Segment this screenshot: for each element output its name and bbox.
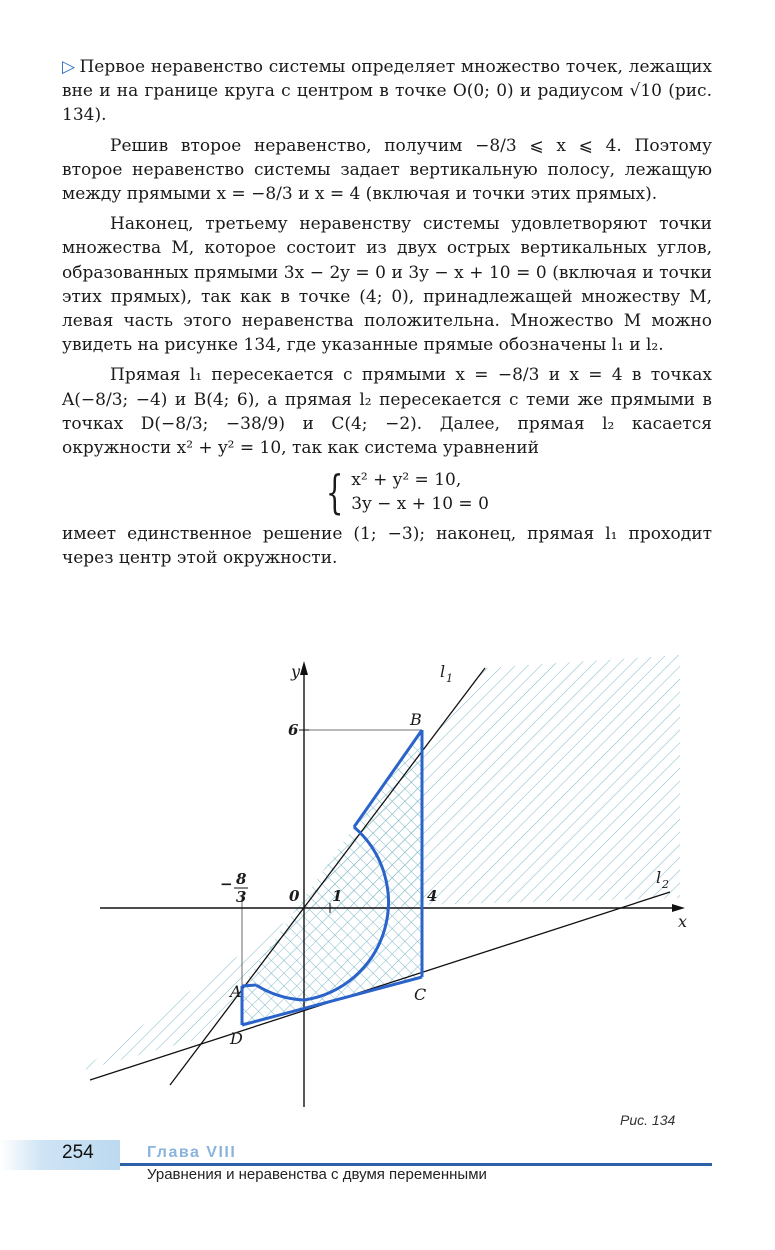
paragraph-2: Решив второе неравенство, получим −8/3 ⩽ x ⩽ 4. Поэтому второе неравенство системы задает вертикальную полосу, лежащую между прямыми x = −8/3 и x = 4 (включая и точки этих прямых). [62,135,712,205]
paragraph-1: ▷ Первое неравенство системы определяет множество точек, лежащих вне и на границе круга с центром в точке O(0; 0) и радиусом √10 (рис. 134). [62,57,712,126]
y-axis-label: y [291,662,301,681]
figure-134 [80,655,690,1110]
figure-caption: Рис. 134 [620,1112,676,1128]
tick-1-label: 1 [332,887,343,905]
svg-text:−: − [220,875,233,893]
y-axis-arrow-icon [300,661,308,675]
paragraph-3: Наконец, третьему неравенству системы удовлетворяют точки множества M, которое состоит из двух острых вертикальных углов, образованных прямыми 3x − 2y = 0 и 3y − x + 10 = 0 (включая и точки этих прямых), так как в точке (4; 0), принадлежащей множеству M, левая часть этого неравенства положительна. Множество M можно увидеть на рисунке 134, где указанные прямые обозначены l₁ и l₂. [62,214,712,356]
equation-system [320,465,712,520]
svg-text:l: l [440,662,446,681]
page-number-band [0,1140,120,1170]
x-axis-arrow-icon [672,904,685,912]
svg-text:l: l [656,868,662,887]
page-footer [0,1132,775,1192]
point-C-label: C [414,985,427,1004]
svg-text:3: 3 [236,888,247,906]
svg-text:1: 1 [446,672,453,685]
tick-6-label: 6 [288,721,299,739]
point-B-label: B [410,710,422,729]
svg-text:2: 2 [662,878,669,891]
point-A-label: A [230,982,242,1001]
chapter-title: Глава VIII [147,1144,237,1161]
svg-text:8: 8 [236,870,247,888]
system-equation-2: 3y − x + 10 = 0 [351,494,489,515]
paragraph-5: имеет единственное решение (1; −3); наконец, прямая l₁ проходит через центр этой окружности. [62,524,712,569]
point-D-label: D [230,1029,243,1048]
origin-label: 0 [289,887,300,905]
line-l1-label [440,662,453,685]
tick-4-label: 4 [427,887,438,905]
tick-neg-fraction [220,870,248,906]
x-axis-label: x [678,912,688,931]
brace-icon: { [325,465,344,520]
body-text [62,55,712,577]
system-equation-1: x² + y² = 10, [351,470,462,491]
segment-A-left [242,985,256,986]
chapter-subtitle: Уравнения и неравенства с двумя переменными [147,1166,487,1183]
page-number: 254 [62,1142,94,1163]
paragraph-4: Прямая l₁ пересекается с прямыми x = −8/3 и x = 4 в точках A(−8/3; −4) и B(4; 6), а прямая l₂ пересекается с теми же прямыми в точках D(−8/3; −38/9) и C(4; −2). Далее, прямая l₂ касается окружности x² + y² = 10, так как система уравнений [62,365,712,459]
triangle-arrow-icon: ▷ [62,57,76,77]
